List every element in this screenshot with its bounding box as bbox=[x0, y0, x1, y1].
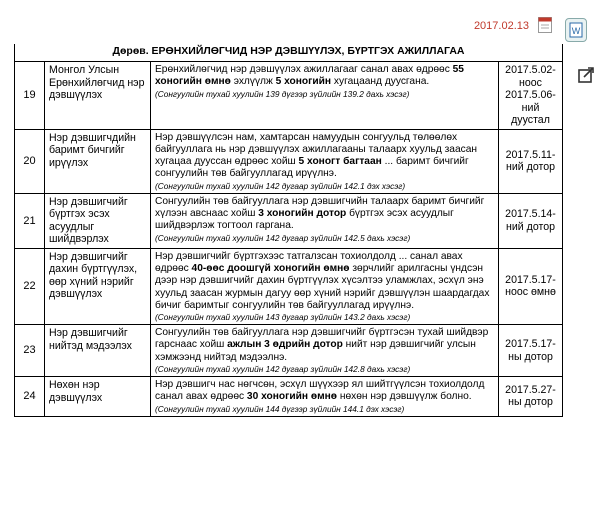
table-row bbox=[15, 325, 563, 377]
row-number: 22 bbox=[15, 248, 45, 324]
schedule-table bbox=[14, 44, 563, 417]
table-row bbox=[15, 377, 563, 417]
description-text: ... баримт бичгийг сонгуулийн төв байгууллагад ирүүлнэ. bbox=[155, 156, 469, 180]
activity-description bbox=[151, 248, 499, 324]
svg-text:W: W bbox=[571, 26, 581, 36]
post-date: 2017.02.13 bbox=[473, 20, 529, 32]
description-text: эхлүүлж bbox=[230, 76, 276, 88]
emphasis-text: 5 хоногийн bbox=[275, 76, 332, 88]
emphasis-text: 3 хоногийн дотор bbox=[258, 207, 347, 219]
deadline-date: 2017.5.17-ноос өмнө bbox=[499, 248, 563, 324]
description-text: нийт нэр дэвшигчийг улсын хэмжээнд нийтэд мэдээлнэ. bbox=[155, 339, 476, 363]
activity-name: Нөхөн нэр дэвшүүлэх bbox=[45, 377, 151, 417]
law-reference: (Сонгуулийн тухай хуулийн 139 дүгээр зүйлийн 139.2 дахь хэсэг) bbox=[155, 88, 410, 99]
schedule-table-wrapper bbox=[14, 44, 562, 417]
description-text: Ерөнхийлөгчид нэр дэвшүүлэх ажиллагааг санал авах өдрөөс bbox=[155, 64, 453, 75]
row-number: 24 bbox=[15, 377, 45, 417]
activity-name: Нэр дэвшигчийг дахин бүртгүүлэх, өөр хүний нэрийг дэвшүүлэх bbox=[45, 248, 151, 324]
description-text: Сонгуулийн төв байгууллага нэр дэвшигчийг бүртгэсэн тухай шийдвэр гарснаас хойш bbox=[155, 327, 489, 351]
top-bar bbox=[0, 0, 597, 44]
pdf-icon[interactable] bbox=[538, 17, 552, 33]
table-row bbox=[15, 62, 563, 130]
table-row bbox=[15, 193, 563, 248]
description-text: Сонгуулийн төв байгууллага нэр дэвшигчийн талаарх баримт бичгийг хүлээн авснаас хойш bbox=[155, 195, 485, 219]
description-text: зөрчлийг арилгасны үндсэн дээр нэр дэвшигчийг дахин бүртгүүлэх хүсэлтээ уламжлах, эсхүл энэ хуульд заасан журмын дагуу өөр хүний нэрийг дэвшүүлэн шаардагдах бичиг баримтыг сонгуулийн төв байгууллагад ирүүлнэ. bbox=[155, 262, 490, 311]
activity-description bbox=[151, 377, 499, 417]
deadline-date: 2017.5.11-ний дотор bbox=[499, 129, 563, 193]
deadline-date: 2017.5.02-ноос 2017.5.06-ний дуустал bbox=[499, 62, 563, 130]
row-number: 19 bbox=[15, 62, 45, 130]
law-reference: (Сонгуулийн тухай хуулийн 142 дугаар зүйлийн 142.1 дэх хэсэг) bbox=[155, 180, 406, 191]
table-body bbox=[15, 62, 563, 417]
law-reference: (Сонгуулийн тухай хуулийн 142 дугаар зүйлийн 142.5 дахь хэсэг) bbox=[155, 232, 411, 243]
deadline-date: 2017.5.27-ны дотор bbox=[499, 377, 563, 417]
emphasis-text: 30 хоногийн өмнө bbox=[246, 391, 337, 403]
description-text: Нэр дэвшүүлсэн нам, хамтарсан намуудын сонгуульд төлөөлөх байгууллага нь нэр дэвшүүлэх ажиллагааны талаарх хуульд заасан хугацаа дууссан өдрөөс хойш bbox=[155, 131, 478, 168]
description-text: хугацаанд дуусгана. bbox=[331, 76, 430, 88]
deadline-date: 2017.5.14-ний дотор bbox=[499, 193, 563, 248]
emphasis-text: 5 хоногт багтаан bbox=[298, 156, 382, 168]
word-icon[interactable] bbox=[565, 18, 587, 42]
external-link-icon[interactable] bbox=[575, 58, 597, 94]
law-reference: (Сонгуулийн тухай хуулийн 142 дугаар зүйлийн 142.8 дахь хэсэг) bbox=[155, 364, 411, 375]
activity-description bbox=[151, 129, 499, 193]
emphasis-text: 40-өөс доошгүй хоногийн өмнө bbox=[191, 262, 350, 274]
law-reference: (Сонгуулийн тухай хуулийн 143 дугаар зүйлийн 143.2 дахь хэсэг) bbox=[155, 312, 411, 323]
activity-description bbox=[151, 325, 499, 377]
row-number: 21 bbox=[15, 193, 45, 248]
description-text: бүртгэх эсэх асуудлыг шийдвэрлэж тогтоол гаргана. bbox=[155, 207, 454, 232]
deadline-date: 2017.5.17-ны дотор bbox=[499, 325, 563, 377]
activity-description bbox=[151, 62, 499, 130]
emphasis-text: 55 хоногийн өмнө bbox=[155, 64, 464, 88]
table-row bbox=[15, 129, 563, 193]
activity-name: Нэр дэвшигчдийн баримт бичгийг ирүүлэх bbox=[45, 129, 151, 193]
activity-name: Нэр дэвшигчийг нийтэд мэдээлэх bbox=[45, 325, 151, 377]
section-title: Дөрөв. ЕРӨНХИЙЛӨГЧИД НЭР ДЭВШҮҮЛЭХ, БҮРТГЭХ АЖИЛЛАГАА bbox=[15, 44, 563, 62]
description-text: нөхөн нэр дэвшүүлж болно. bbox=[336, 391, 472, 403]
law-reference: (Сонгуулийн тухай хуулийн 144 дүгээр зүйлийн 144.1 дэх хэсэг) bbox=[155, 403, 405, 414]
table-row bbox=[15, 248, 563, 324]
activity-name: Монгол Улсын Ерөнхийлөгчид нэр дэвшүүлэх bbox=[45, 62, 151, 130]
description-text: Нэр дэвшигч нас нөгчсөн, эсхүл шүүхээр ял шийтгүүлсэн тохиолдолд санал авах өдрөөс bbox=[155, 379, 485, 403]
activity-description bbox=[151, 193, 499, 248]
emphasis-text: ажлын 3 өдрийн дотор bbox=[227, 339, 343, 351]
activity-name: Нэр дэвшигчийг бүртгэх эсэх асуудлыг шийдвэрлэх bbox=[45, 193, 151, 248]
row-number: 20 bbox=[15, 129, 45, 193]
description-text: Нэр дэвшигчийг бүртгэхээс татгалзсан тохиолдолд ... санал авах өдрөөс bbox=[155, 250, 463, 274]
row-number: 23 bbox=[15, 325, 45, 377]
